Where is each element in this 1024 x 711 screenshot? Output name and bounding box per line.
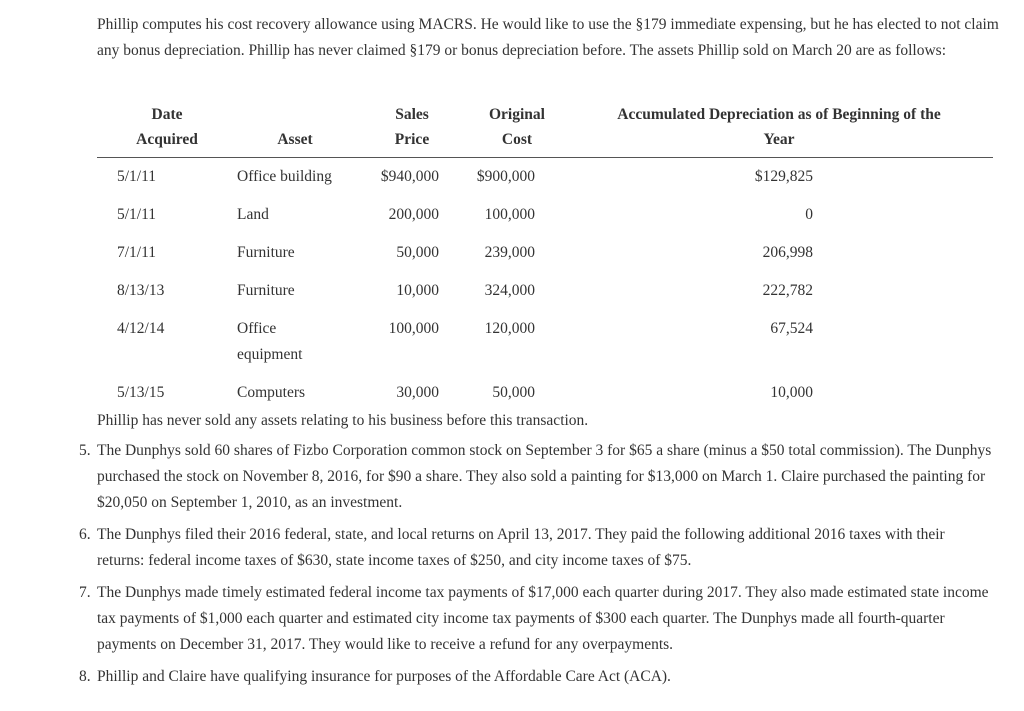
cell-accumulated-depreciation: $129,825 (754, 168, 813, 185)
cell-asset: Furniture (237, 244, 295, 261)
list-item (0, 522, 992, 574)
cell-date: 4/12/14 (117, 320, 165, 337)
cell-date: 5/13/15 (117, 384, 165, 401)
cell-asset: Land (237, 206, 269, 223)
table-row (97, 202, 993, 228)
cell-original-cost: 100,000 (484, 206, 535, 223)
header-asset: Asset (277, 131, 313, 148)
cell-original-cost: 120,000 (484, 320, 535, 337)
cell-asset: Office building (237, 168, 332, 185)
cell-sales-price: 200,000 (388, 206, 439, 223)
list-item-number: 6. (79, 526, 91, 543)
cell-original-cost: 239,000 (484, 244, 535, 261)
cell-original-cost: 324,000 (484, 282, 535, 299)
table-row (97, 316, 993, 363)
cell-accumulated-depreciation: 0 (805, 206, 813, 223)
cell-date: 7/1/11 (117, 244, 157, 261)
cell-sales-price: 100,000 (388, 320, 439, 337)
cell-sales-price: 30,000 (396, 384, 439, 401)
list-item-text: The Dunphys sold 60 shares of Fizbo Corporation common stock on September 3 for $65 a share (minus a $50 total commission). The Dunphys purchased the stock on November 8, 2016, for $90 a share. They also sold a painting for $13,000 on March 1. Claire purchased the painting for $20,050 on September 1, 2010, as an investment. (97, 442, 992, 511)
intro-paragraph: Phillip computes his cost recovery allowance using MACRS. He would like to use the §179 immediate expensing, but he has elected to not claim any bonus depreciation. Phillip has never claimed §179 or bonus depreciation before. The assets Phillip sold on March 20 are as follows: (97, 16, 999, 59)
cell-sales-price: $940,000 (380, 168, 439, 185)
list-item-number: 8. (79, 668, 91, 685)
cell-date: 5/1/11 (117, 206, 157, 223)
cell-original-cost: $900,000 (476, 168, 535, 185)
numbered-list (0, 438, 1024, 696)
cell-asset: Furniture (237, 282, 295, 299)
cell-sales-price: 50,000 (396, 244, 439, 261)
list-item-number: 5. (79, 442, 91, 459)
cell-asset: Office equipment (237, 320, 303, 363)
table-row (97, 240, 993, 266)
header-original-cost: Original Cost (489, 106, 545, 148)
list-item-number: 7. (79, 584, 91, 601)
header-sales-price: Sales Price (394, 106, 430, 148)
header-date-acquired: Date Acquired (136, 106, 198, 148)
list-item-text: The Dunphys filed their 2016 federal, state, and local returns on April 13, 2017. They paid the following additional 2016 taxes with their returns: federal income taxes of $630, state income taxes of $250, and city income taxes of $75. (97, 526, 945, 569)
cell-sales-price: 10,000 (396, 282, 439, 299)
table-row (97, 278, 993, 304)
list-item-text: The Dunphys made timely estimated federal income tax payments of $17,000 each quarter during 2017. They also made estimated state income tax payments of $1,000 each quarter and estimated city income tax payments of $300 each quarter. The Dunphys made all fourth-quarter payments on December 31, 2017. They would like to receive a refund for any overpayments. (97, 584, 989, 653)
list-item (0, 664, 992, 690)
cell-asset: Computers (237, 384, 306, 401)
list-item-text: Phillip and Claire have qualifying insurance for purposes of the Affordable Care Act (ACA). (97, 668, 671, 685)
table-row (97, 164, 993, 190)
cell-date: 8/13/13 (117, 282, 165, 299)
list-item (0, 438, 992, 516)
cell-accumulated-depreciation: 206,998 (762, 244, 813, 261)
cell-original-cost: 50,000 (492, 384, 535, 401)
asset-table-header (97, 102, 993, 158)
list-item (0, 580, 992, 658)
cell-date: 5/1/11 (117, 168, 157, 185)
cell-accumulated-depreciation: 10,000 (770, 384, 813, 401)
table-row (97, 380, 993, 406)
header-accumulated-depreciation: Accumulated Depreciation as of Beginning of the Year (617, 106, 941, 148)
note-paragraph: Phillip has never sold any assets relating to his business before this transaction. (97, 412, 589, 429)
cell-accumulated-depreciation: 67,524 (770, 320, 813, 337)
cell-accumulated-depreciation: 222,782 (762, 282, 813, 299)
